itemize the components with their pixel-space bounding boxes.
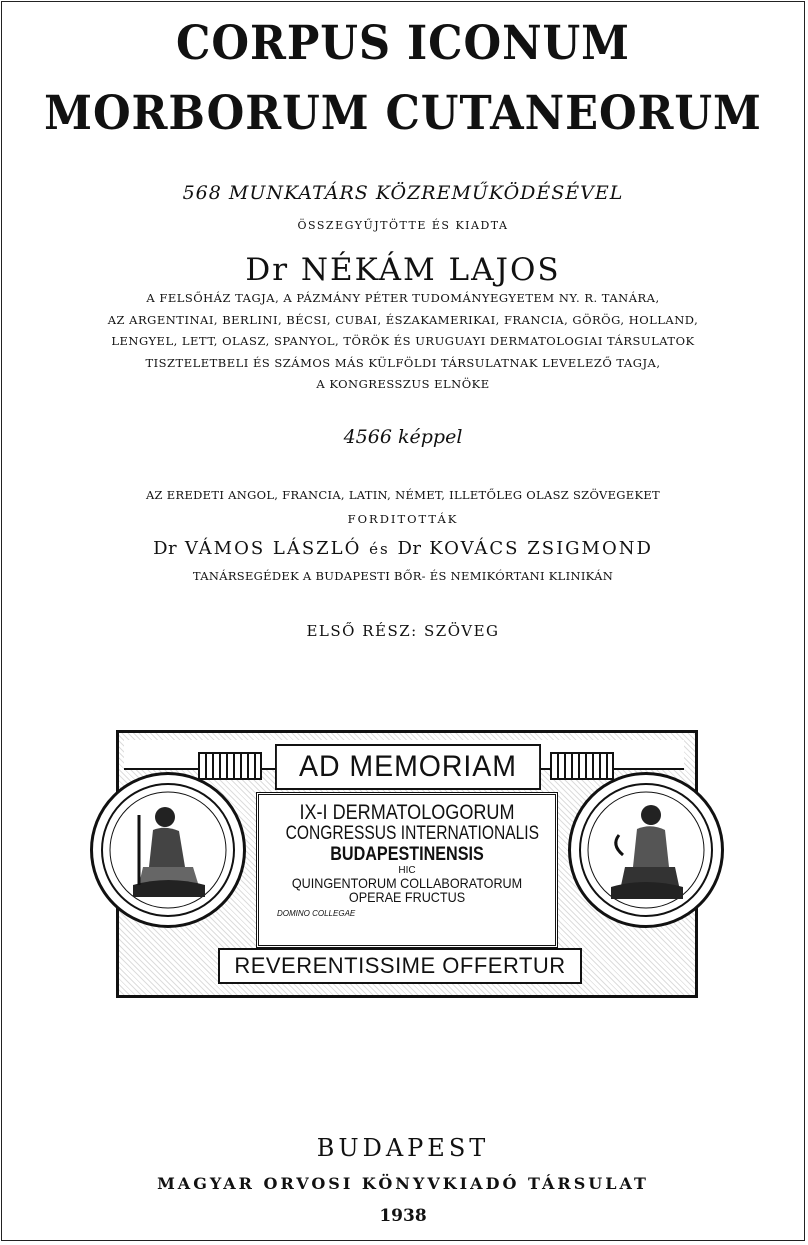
role-line: A FELSŐHÁZ TAGJA, A PÁZMÁNY PÉTER TUDOMÁNYEGYETEM NY. R. TANÁRA, xyxy=(146,291,660,305)
inscription-line: HIC xyxy=(398,865,416,876)
ornament-right xyxy=(550,752,614,780)
seated-figure-right-icon xyxy=(571,775,721,925)
medallion-left xyxy=(90,772,246,928)
translators-and: és xyxy=(369,540,390,558)
publisher-name: MAGYAR ORVOSI KÖNYVKIADÓ TÁRSULAT xyxy=(157,1174,649,1193)
inscription-line: CONGRESSUS INTERNATIONALIS xyxy=(285,823,540,844)
role-line: AZ ARGENTINAI, BERLINI, BÉCSI, CUBAI, ÉSZAKAMERIKAI, FRANCIA, GÖRÖG, HOLLAND, xyxy=(107,312,699,327)
inscription-line: OPERAE FRUCTUS xyxy=(348,889,466,905)
translation-line-2: FORDITOTTÁK xyxy=(347,512,459,526)
title-page xyxy=(1,1,805,1241)
translator-1-dr: Dr xyxy=(153,538,178,559)
title-line-1: CORPUS ICONUM xyxy=(176,16,630,71)
part-label: ELSŐ RÉSZ: SZÖVEG xyxy=(306,622,500,640)
role-line: LENGYEL, LETT, OLASZ, SPANYOL, TÖRÖK ÉS URUGUAYI DERMATOLOGIAI TÁRSULATOK xyxy=(111,334,695,348)
translator-2-name: KOVÁCS ZSIGMOND xyxy=(429,538,653,559)
emblem-footer: REVERENTISSIME OFFERTUR xyxy=(218,948,582,984)
images-count: 4566 képpel xyxy=(343,426,463,448)
role-line: TISZTELETBELI ÉS SZÁMOS MÁS KÜLFÖLDI TÁRSULATNAK LEVELEZŐ TAGJA, xyxy=(145,355,661,370)
translators-role: TANÁRSEGÉDEK A BUDAPESTI BŐR- ÉS NEMIKÓRTANI KLINIKÁN xyxy=(192,569,614,583)
role-line: A KONGRESSZUS ELNÖKE xyxy=(316,377,490,391)
translator-1-name: VÁMOS LÁSZLÓ xyxy=(184,538,362,559)
publication-year: 1938 xyxy=(379,1206,427,1226)
medallion-right xyxy=(568,772,724,928)
author-dr: Dr xyxy=(245,252,290,288)
seated-figure-left-icon xyxy=(93,775,243,925)
inscription-line: QUINGENTORUM COLLABORATORUM xyxy=(291,875,523,891)
ornament-left xyxy=(198,752,262,780)
translator-2-dr: Dr xyxy=(397,538,422,559)
author-surname: NÉKÁM LAJOS xyxy=(300,252,561,288)
emblem-header: AD MEMORIAM xyxy=(275,744,541,790)
title-line-2: MORBORUM CUTANEORUM xyxy=(44,86,762,141)
author-roles xyxy=(2,288,804,396)
emblem-inscription xyxy=(256,792,558,948)
collaborators-line: 568 MUNKATÁRS KÖZREMŰKÖDÉSÉVEL xyxy=(182,182,624,204)
author-name xyxy=(2,252,804,288)
compiled-line: ÖSSZEGYŰJTÖTTE ÉS KIADTA xyxy=(297,219,509,232)
publication-city: BUDAPEST xyxy=(316,1134,490,1162)
translation-line-1: AZ EREDETI ANGOL, FRANCIA, LATIN, NÉMET, ILLETŐLEG OLASZ SZÖVEGEKET xyxy=(145,488,661,502)
author-title xyxy=(245,252,289,288)
inscription-line: BUDAPESTINENSIS xyxy=(330,844,484,865)
translators xyxy=(2,538,804,559)
memorial-emblem xyxy=(98,712,710,1002)
inscription-line: IX-I DERMATOLOGORUM xyxy=(299,801,515,824)
inscription-line: DOMINO COLLEGAE xyxy=(277,909,356,918)
